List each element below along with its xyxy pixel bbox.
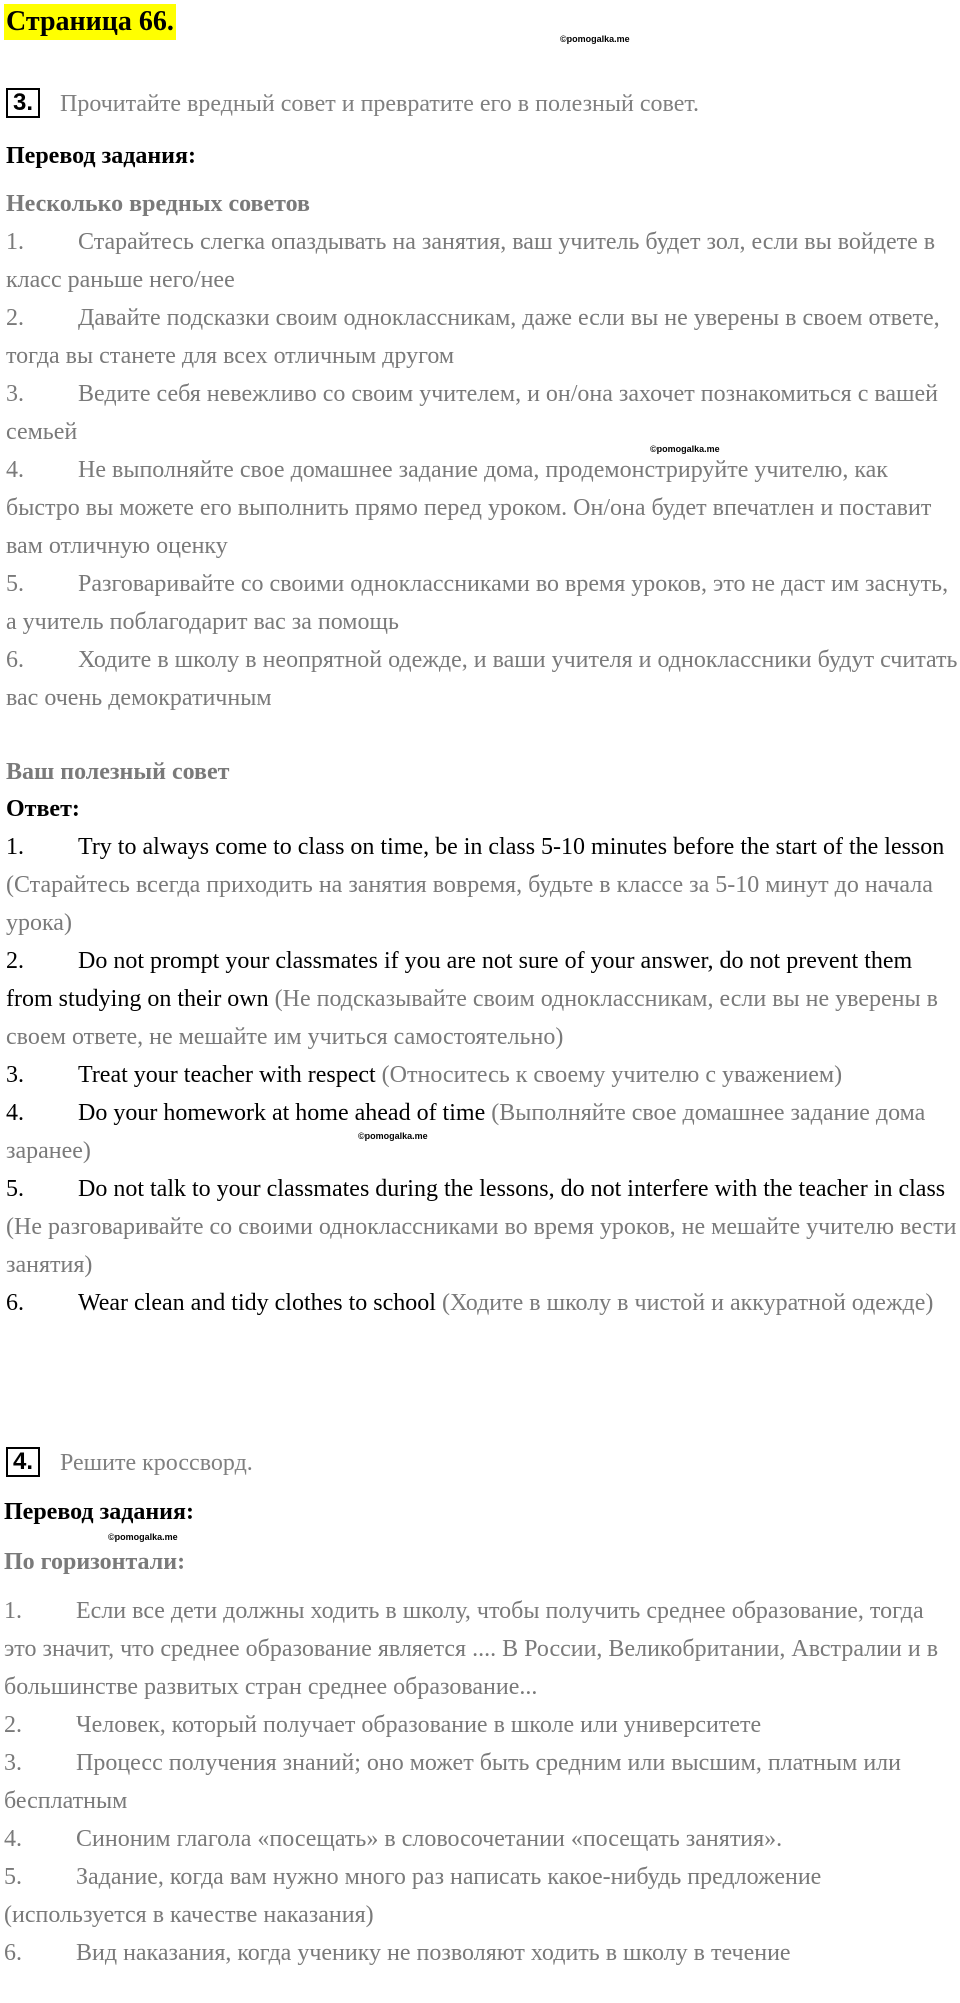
- item-number: 6.: [6, 647, 24, 673]
- task-4-instruction: Решите кроссворд.: [60, 1450, 253, 1476]
- across-item-6: [4, 1934, 956, 1972]
- task-3-translation-heading: Перевод задания:: [6, 143, 196, 169]
- answer-english: Try to always come to class on time, be in class 5-10 minutes before the start of the lesson: [78, 834, 945, 860]
- answer-russian: (Относитесь к своему учителю с уважением): [381, 1062, 843, 1088]
- across-heading: По горизонтали:: [4, 1549, 186, 1575]
- answer-item-1: [6, 828, 958, 942]
- item-number: 2.: [4, 1712, 22, 1738]
- answer-russian: (Не разговаривайте со своими одноклассниками во время уроков, не мешайте учителю вести занятия): [6, 1214, 957, 1278]
- answer-list: [6, 828, 958, 1322]
- watermark: ©pomogalka.me: [358, 1131, 428, 1141]
- item-text: Ведите себя невежливо со своим учителем, и он/она захочет познакомиться с вашей семьей: [6, 381, 938, 445]
- answer-item-6: [6, 1284, 958, 1322]
- item-number: 2.: [6, 305, 24, 331]
- bad-advice-heading: Несколько вредных советов: [6, 191, 310, 217]
- bad-advice-item-1: [6, 223, 958, 299]
- item-number: 1.: [4, 1598, 22, 1624]
- item-number: 5.: [6, 1176, 24, 1202]
- task-3-number: 3.: [6, 88, 40, 118]
- item-number: 2.: [6, 948, 24, 974]
- answer-item-5: [6, 1170, 958, 1284]
- answer-english: Do not prompt your classmates if you are not sure of your answer, do not prevent them from studying on their own: [6, 948, 913, 1012]
- across-item-5: [4, 1858, 956, 1934]
- item-text: Задание, когда вам нужно много раз написать какое-нибудь предложение (используется в качестве наказания): [4, 1864, 822, 1928]
- item-text: Старайтесь слегка опаздывать на занятия, ваш учитель будет зол, если вы войдете в класс раньше него/нее: [6, 229, 936, 293]
- answer-russian: (Старайтесь всегда приходить на занятия вовремя, будьте в классе за 5-10 минут до начала урока): [6, 872, 933, 936]
- answer-english: Do your homework at home ahead of time: [78, 1100, 486, 1126]
- item-number: 3.: [6, 381, 24, 407]
- item-number: 1.: [6, 834, 24, 860]
- across-item-4: [4, 1820, 956, 1858]
- item-number: 5.: [4, 1864, 22, 1890]
- item-text: Давайте подсказки своим одноклассникам, даже если вы не уверены в своем ответе, тогда вы станете для всех отличным другом: [6, 305, 940, 369]
- useful-advice-heading: Ваш полезный совет: [6, 759, 230, 785]
- item-text: Если все дети должны ходить в школу, чтобы получить среднее образование, тогда это значит, что среднее образование является .... В России, Великобритании, Австралии и в большинстве развитых стран среднее образование...: [4, 1598, 939, 1700]
- answer-heading: Ответ:: [6, 796, 80, 822]
- item-text: Не выполняйте свое домашнее задание дома, продемонстрируйте учителю, как быстро вы можете его выполнить прямо перед уроком. Он/она будет впечатлен и поставит вам отличную оценку: [6, 457, 932, 559]
- item-text: Ходите в школу в неопрятной одежде, и ваши учителя и одноклассники будут считать вас очень демократичным: [6, 647, 958, 711]
- across-item-2: [4, 1706, 956, 1744]
- page-title: Страница 66.: [4, 4, 176, 40]
- answer-english: Wear clean and tidy clothes to school: [78, 1290, 436, 1316]
- item-text: Разговаривайте со своими одноклассниками во время уроков, это не даст им заснуть, а учитель поблагодарит вас за помощь: [6, 571, 949, 635]
- across-item-1: [4, 1592, 956, 1706]
- item-text: Процесс получения знаний; оно может быть средним или высшим, платным или бесплатным: [4, 1750, 901, 1814]
- watermark: ©pomogalka.me: [108, 1532, 178, 1542]
- item-number: 6.: [6, 1290, 24, 1316]
- item-number: 4.: [6, 457, 24, 483]
- answer-russian: (Выполняйте свое домашнее задание дома заранее): [6, 1100, 926, 1164]
- item-text: Синоним глагола «посещать» в словосочетании «посещать занятия».: [76, 1826, 783, 1852]
- bad-advice-item-6: [6, 641, 958, 717]
- task-3-instruction: Прочитайте вредный совет и превратите его в полезный совет.: [60, 91, 700, 117]
- task-4-translation-heading: Перевод задания:: [4, 1499, 194, 1525]
- answer-item-3: [6, 1056, 958, 1094]
- item-number: 6.: [4, 1940, 22, 1966]
- answer-russian: (Не подсказывайте своим одноклассникам, если вы не уверены в своем ответе, не мешайте им учиться самостоятельно): [6, 986, 938, 1050]
- item-number: 4.: [4, 1826, 22, 1852]
- answer-item-2: [6, 942, 958, 1056]
- bad-advice-item-5: [6, 565, 958, 641]
- item-number: 4.: [6, 1100, 24, 1126]
- answer-russian: (Ходите в школу в чистой и аккуратной одежде): [441, 1290, 934, 1316]
- item-number: 1.: [6, 229, 24, 255]
- bad-advice-item-3: [6, 375, 958, 451]
- bad-advice-item-2: [6, 299, 958, 375]
- task-4-number: 4.: [6, 1447, 40, 1477]
- bad-advice-list: [6, 223, 958, 717]
- item-number: 3.: [6, 1062, 24, 1088]
- watermark: ©pomogalka.me: [650, 444, 720, 454]
- item-number: 3.: [4, 1750, 22, 1776]
- answer-item-4: [6, 1094, 958, 1170]
- item-text: Вид наказания, когда ученику не позволяют ходить в школу в течение: [76, 1940, 791, 1966]
- item-number: 5.: [6, 571, 24, 597]
- item-text: Человек, который получает образование в школе или университете: [76, 1712, 762, 1738]
- across-item-3: [4, 1744, 956, 1820]
- answer-english: Treat your teacher with respect: [78, 1062, 376, 1088]
- watermark: ©pomogalka.me: [560, 34, 630, 44]
- answer-english: Do not talk to your classmates during the lessons, do not interfere with the teacher in class: [78, 1176, 946, 1202]
- across-list: [4, 1592, 956, 1972]
- bad-advice-item-4: [6, 451, 958, 565]
